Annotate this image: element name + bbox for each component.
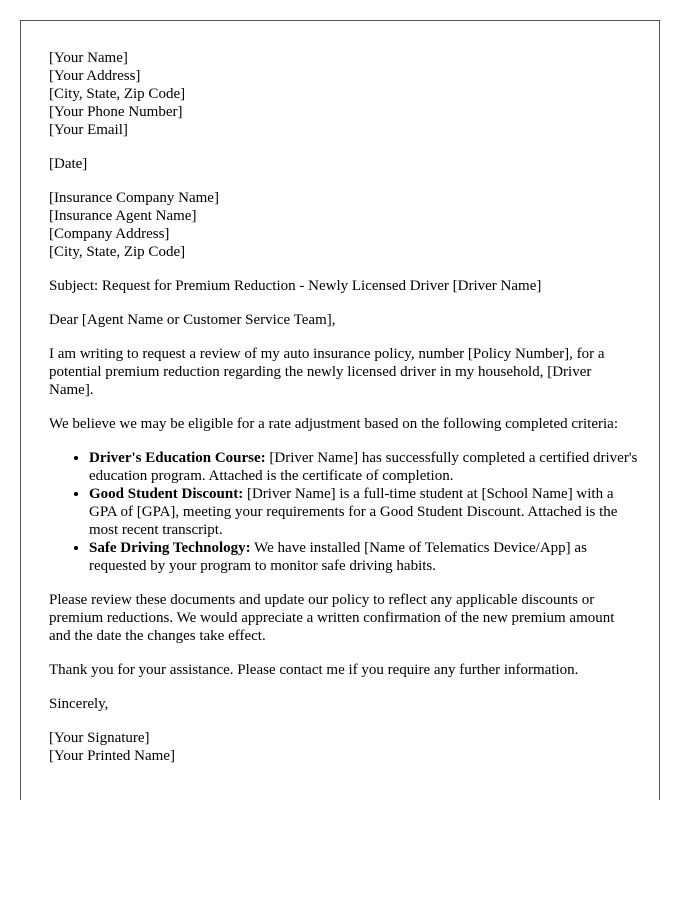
closing: Sincerely, [49, 696, 109, 712]
criteria-title: Driver's Education Course: [89, 450, 266, 466]
date-block [49, 155, 639, 173]
criteria-list [49, 449, 639, 575]
recipient-company: [Insurance Company Name] [49, 190, 219, 206]
subject-line: Subject: Request for Premium Reduction - Newly Licensed Driver [Driver Name] [49, 278, 542, 294]
signature-line: [Your Signature] [49, 730, 150, 746]
printed-name: [Your Printed Name] [49, 748, 175, 764]
sender-address: [Your Address] [49, 68, 141, 84]
letter-content [49, 49, 639, 781]
criteria-text: [Driver Name] is a full-time student at [School Name] with a GPA of [GPA], meeting your requirements for a Good Student Discount. Attached is the most recent transcript. [89, 486, 618, 538]
criteria-item-drivers-education [89, 449, 639, 485]
eligibility-paragraph: We believe we may be eligible for a rate adjustment based on the following completed criteria: [49, 416, 618, 432]
criteria-text: [Driver Name] has successfully completed a certified driver's education program. Attached is the certificate of completion. [89, 450, 638, 484]
criteria-item-good-student [89, 485, 639, 539]
thanks-paragraph: Thank you for your assistance. Please contact me if you require any further information. [49, 662, 579, 678]
criteria-title: Good Student Discount: [89, 486, 244, 502]
sender-name: [Your Name] [49, 50, 128, 66]
recipient-agent: [Insurance Agent Name] [49, 208, 197, 224]
signature-block [49, 729, 639, 765]
sender-email: [Your Email] [49, 122, 128, 138]
letter-page [20, 20, 660, 800]
criteria-item-safe-driving [89, 539, 639, 575]
sender-city-state-zip: [City, State, Zip Code] [49, 86, 186, 102]
sender-phone: [Your Phone Number] [49, 104, 183, 120]
recipient-city-state-zip: [City, State, Zip Code] [49, 244, 186, 260]
criteria-title: Safe Driving Technology: [89, 540, 251, 556]
criteria-text: We have installed [Name of Telematics Device/App] as requested by your program to monitor safe driving habits. [89, 540, 587, 574]
salutation: Dear [Agent Name or Customer Service Team], [49, 312, 336, 328]
recipient-block [49, 189, 639, 261]
sender-block [49, 49, 639, 139]
recipient-address: [Company Address] [49, 226, 170, 242]
review-paragraph: Please review these documents and update our policy to reflect any applicable discounts or premium reductions. We would appreciate a written confirmation of the new premium amount and the date the changes take effect. [49, 592, 615, 644]
intro-paragraph: I am writing to request a review of my auto insurance policy, number [Policy Number], for a potential premium reduction regarding the newly licensed driver in my household, [Driver Name]. [49, 346, 605, 398]
letter-date: [Date] [49, 156, 88, 172]
